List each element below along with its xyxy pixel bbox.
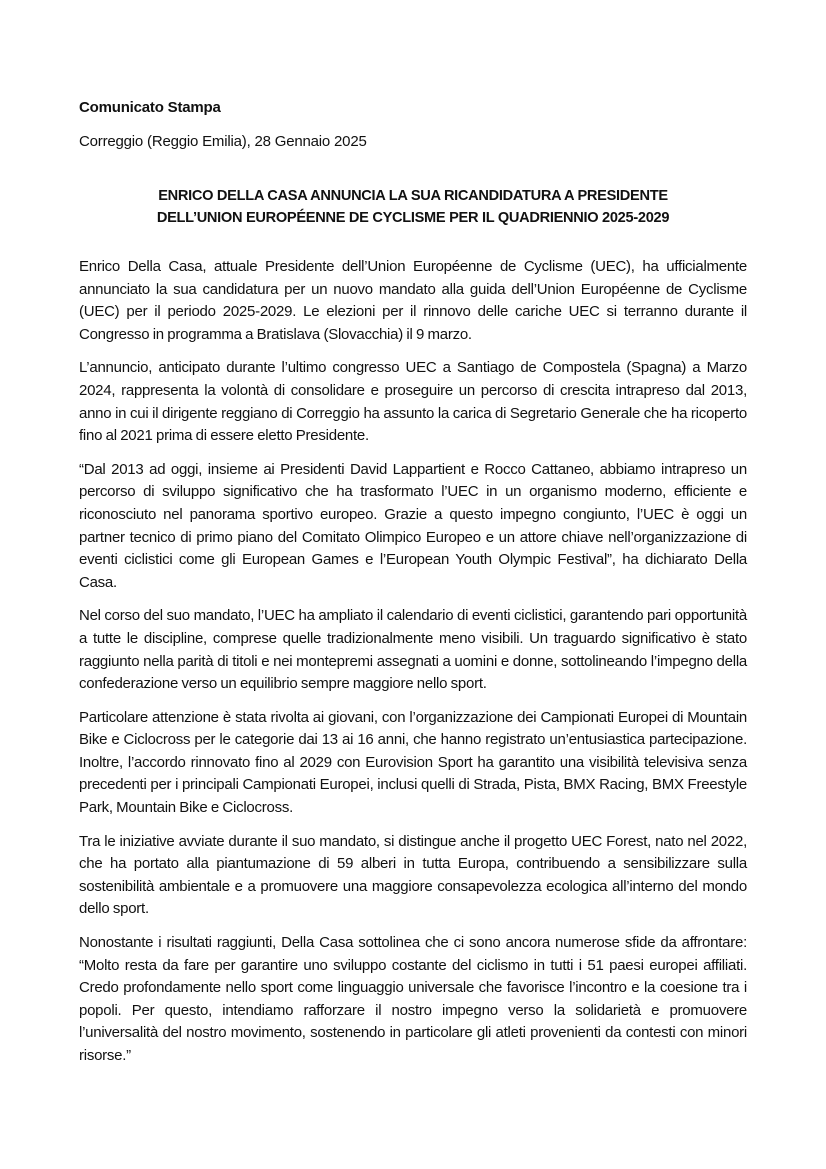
- headline-line-1: ENRICO DELLA CASA ANNUNCIA LA SUA RICANDIDATURA A PRESIDENTE: [158, 188, 668, 204]
- dateline: Correggio (Reggio Emilia), 28 Gennaio 2025: [79, 133, 367, 150]
- headline: [79, 185, 747, 229]
- paragraph-background: L’annuncio, anticipato durante l’ultimo congresso UEC a Santiago de Compostela (Spagna) a Marzo 2024, rappresenta la volontà di consolidare e proseguire un percorso di crescita intrapreso dal 2013, anno in cui il dirigente reggiano di Correggio ha assunto la carica di Segretario Generale che ha ricoperto fino al 2021 prima di essere eletto Presidente.: [79, 359, 747, 445]
- paragraph-challenges-quote: Nonostante i risultati raggiunti, Della Casa sottolinea che ci sono ancora numerose sfide da affrontare: “Molto resta da fare per garantire uno sviluppo costante del ciclismo in tutti i 51 paesi europei affiliati. Credo profondamente nello sport come linguaggio universale che favorisce l’incontro e la coesione tra i popoli. Per questo, intendiamo rafforzare il nostro impegno verso la solidarietà e promuovere l’universalità del nostro movimento, sostenendo in particolare gli atleti provenienti da contesti con minori risorse.”: [79, 934, 747, 1064]
- paragraph-youth-broadcast: Particolare attenzione è stata rivolta ai giovani, con l’organizzazione dei Campionati Europei di Mountain Bike e Ciclocross per le categorie dai 13 ai 16 anni, che hanno registrato un’entusiastica partecipazione. Inoltre, l’accordo rinnovato fino al 2029 con Eurovision Sport ha garantito una visibilità televisiva senza precedenti per i principali Campionati Europei, inclusi quelli di Strada, Pista, BMX Racing, BMX Freestyle Park, Mountain Bike e Ciclocross.: [79, 708, 747, 817]
- paragraph-calendar-equality: Nel corso del suo mandato, l’UEC ha ampliato il calendario di eventi ciclistici, garantendo pari opportunità a tutte le discipline, comprese quelle tradizionalmente meno visibili. Un traguardo significativo è stato raggiunto nella parità di titoli e nei montepremi assegnati a uomini e donne, sottolineando l’impegno della confederazione verso un equilibrio sempre maggiore nello sport.: [79, 607, 747, 693]
- paragraph-quote-development: “Dal 2013 ad oggi, insieme ai Presidenti David Lappartient e Rocco Cattaneo, abbiamo intrapreso un percorso di sviluppo significativo che ha trasformato l’UEC in un organismo moderno, efficiente e riconosciuto nel panorama sportivo europeo. Grazie a questo impegno congiunto, l’UEC è oggi un partner tecnico di primo piano del Comitato Olimpico Europeo e un attore chiave nell’organizzazione di eventi ciclistici come gli European Games e l’European Youth Olympic Festival”, ha dichiarato Della Casa.: [79, 460, 747, 591]
- press-release-page: [79, 98, 747, 1079]
- body-text: [79, 256, 747, 1068]
- headline-line-2: DELL’UNION EUROPÉENNE DE CYCLISME PER IL QUADRIENNIO 2025-2029: [156, 210, 670, 226]
- document-label: Comunicato Stampa: [79, 99, 221, 116]
- paragraph-announcement: Enrico Della Casa, attuale Presidente dell’Union Européenne de Cyclisme (UEC), ha ufficialmente annunciato la sua candidatura per un nuovo mandato alla guida dell’Union Européenne de Cyclisme (UEC) per il periodo 2025-2029. Le elezioni per il rinnovo delle cariche UEC si terranno durante il Congresso in programma a Bratislava (Slovacchia) il 9 marzo.: [79, 258, 747, 343]
- paragraph-uec-forest: Tra le iniziative avviate durante il suo mandato, si distingue anche il progetto UEC Forest, nato nel 2022, che ha portato alla piantumazione di 59 alberi in tutta Europa, contribuendo a sensibilizzare sulla sostenibilità ambientale e a promuovere una maggiore consapevolezza ecologica all’interno del mondo dello sport.: [79, 832, 747, 918]
